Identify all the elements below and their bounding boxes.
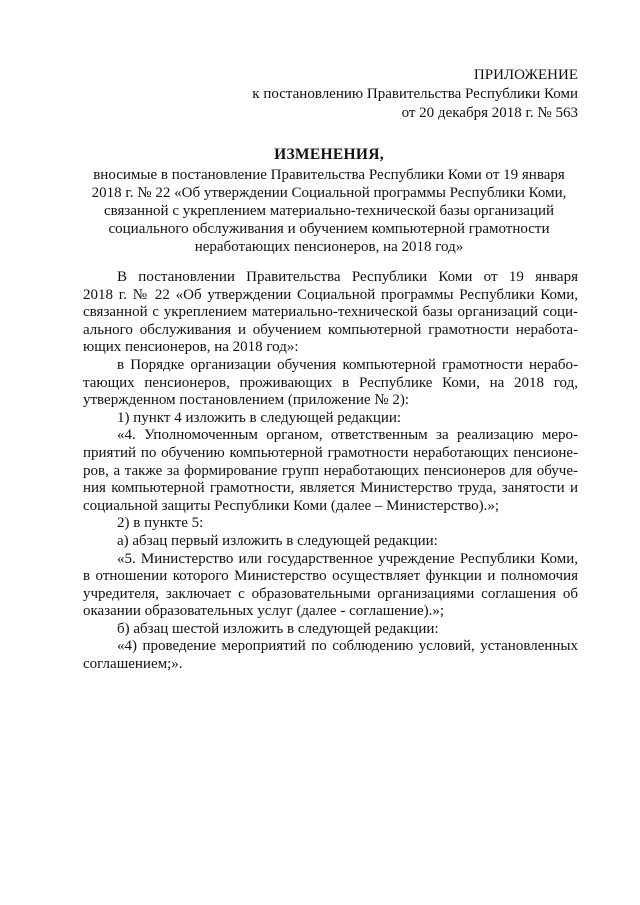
body-line: учредителя, заключает с образовательными организациями соглашения об bbox=[83, 585, 578, 602]
body-line: «4. Уполномоченным органом, ответственным за реализацию меро- bbox=[117, 427, 578, 444]
body-line: ального обслуживания и обучением компьютерной грамотности неработа- bbox=[83, 321, 578, 338]
body-line: оказании образовательных услуг (далее - соглашение).»; bbox=[83, 603, 445, 620]
heading-line: социального обслуживания и обучением компьютерной грамотности bbox=[108, 221, 550, 237]
document-heading bbox=[80, 146, 578, 256]
appendix-date-number: от 20 декабря 2018 г. № 563 bbox=[401, 105, 578, 121]
body-line: 2018 г. № 22 «Об утверждении Социальной программы Республики Коми, bbox=[83, 286, 578, 303]
appendix-header bbox=[252, 66, 578, 123]
body-line: приятий по обучению компьютерной грамотности неработающих пенсионе- bbox=[83, 444, 578, 461]
body-line: а) абзац первый изложить в следующей редакции: bbox=[117, 532, 438, 549]
body-line: связанной с укреплением материально-технической базы организаций соци- bbox=[83, 304, 578, 321]
body-line: «4) проведение мероприятий по соблюдению условий, установленных bbox=[117, 638, 578, 655]
body-line: ния компьютерной грамотности, является Министерство труда, занятости и bbox=[83, 480, 578, 497]
heading-line: 2018 г. № 22 «Об утверждении Социальной программы Республики Коми, bbox=[91, 185, 567, 201]
body-line: ющих пенсионеров, на 2018 год»: bbox=[83, 339, 299, 356]
body-line: тающих пенсионеров, проживающих в Республике Коми, на 2018 год, bbox=[83, 374, 578, 391]
heading-line: связанной с укреплением материально-технической базы организаций bbox=[103, 203, 555, 219]
document-body bbox=[83, 269, 578, 674]
appendix-title: ПРИЛОЖЕНИЕ bbox=[473, 67, 578, 83]
body-line: ров, а также за формирование групп неработающих пенсионеров для обуче- bbox=[83, 462, 578, 479]
appendix-resolution-ref: к постановлению Правительства Республики Коми bbox=[252, 86, 578, 102]
body-line: соглашением;». bbox=[83, 656, 183, 673]
document-title: ИЗМЕНЕНИЯ, bbox=[274, 146, 384, 163]
heading-line: вносимые в постановление Правительства Республики Коми от 19 января bbox=[93, 167, 565, 183]
body-line: социальной защиты Республики Коми (далее – Министерство).»; bbox=[83, 497, 500, 514]
body-line: 2) в пункте 5: bbox=[117, 515, 204, 532]
body-line: В постановлении Правительства Республики Коми от 19 января bbox=[117, 269, 578, 285]
body-line: 1) пункт 4 изложить в следующей редакции: bbox=[117, 409, 402, 426]
body-line: в Порядке организации обучения компьютерной грамотности нерабо- bbox=[117, 356, 578, 373]
body-line: утвержденном постановлением (приложение № 2): bbox=[83, 392, 410, 409]
body-line: в отношении которого Министерство осуществляет функции и полномочия bbox=[83, 568, 578, 585]
heading-line: неработающих пенсионеров, на 2018 год» bbox=[194, 239, 464, 255]
body-line: б) абзац шестой изложить в следующей редакции: bbox=[117, 620, 439, 637]
body-line: «5. Министерство или государственное учреждение Республики Коми, bbox=[117, 550, 578, 567]
